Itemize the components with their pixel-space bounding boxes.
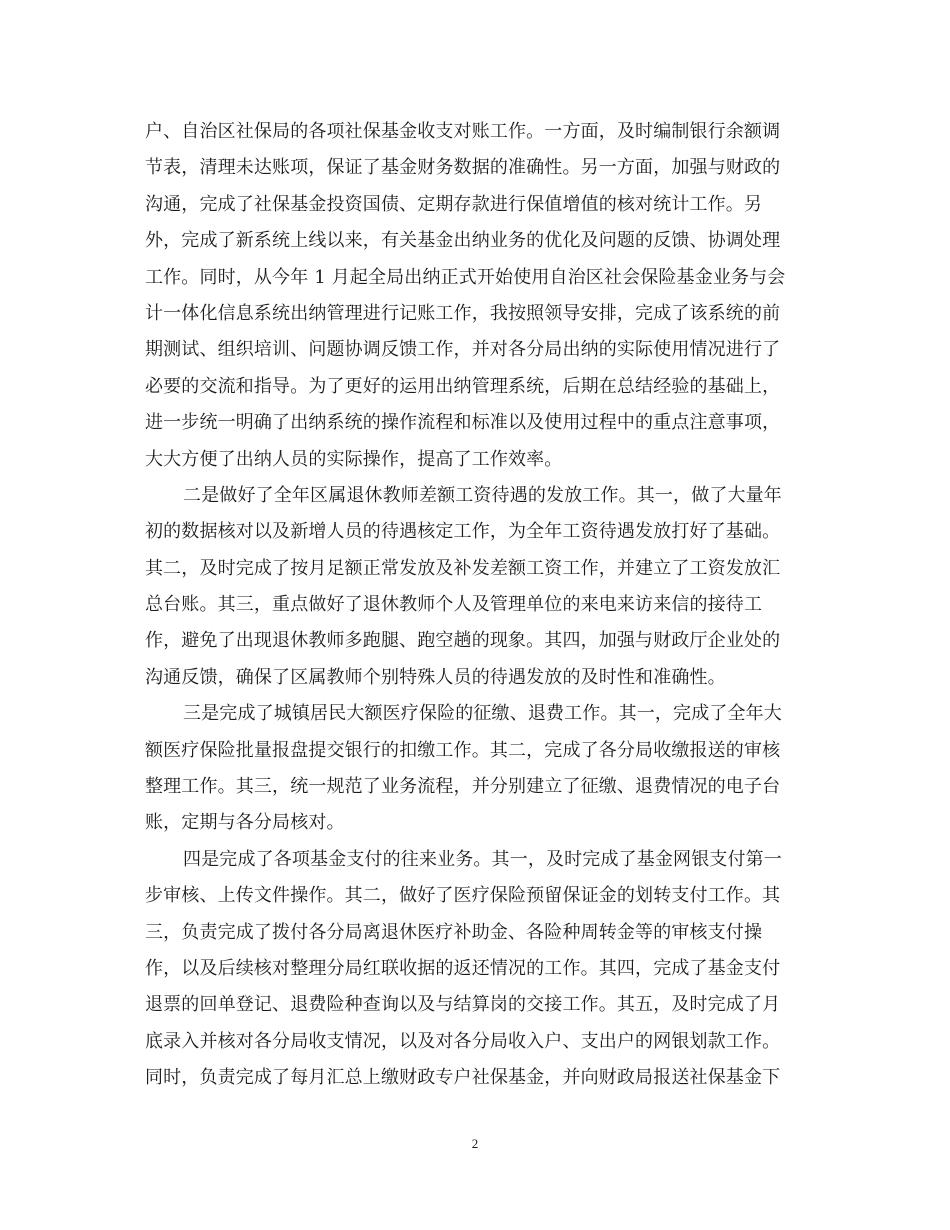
text-line: 必要的交流和指导。为了更好的运用出纳管理系统，后期在总结经验的基础上， (145, 375, 781, 397)
text-line: 三，负责完成了拨付各分局离退休医疗补助金、各险种周转金等的审核支付操 (145, 921, 763, 943)
page-number: 2 (471, 1136, 479, 1151)
text-line: 外，完成了新系统上线以来，有关基金出纳业务的优化及问题的反馈、协调处理 (145, 230, 781, 252)
text-line: 其二，及时完成了按月足额正常发放及补发差额工资工作，并建立了工资发放汇 (145, 557, 781, 579)
text-line: 作，以及后续核对整理分局红联收据的返还情况的工作。其四，完成了基金支付 (145, 957, 781, 979)
paragraph-first-line: 四是完成了各项基金支付的往来业务。其一，及时完成了基金网银支付第一 (183, 848, 782, 870)
text-line: 大大方便了出纳人员的实际操作，提高了工作效率。 (145, 448, 563, 470)
text-line: 沟通，完成了社保基金投资国债、定期存款进行保值增值的核对统计工作。另 (145, 193, 763, 215)
body-text (145, 114, 809, 1097)
text-line: 沟通反馈，确保了区属教师个别特殊人员的待遇发放的及时性和准确性。 (145, 666, 726, 688)
text-line: 作，避免了出现退休教师多跑腿、跑空趟的现象。其四，加强与财政厅企业处的 (145, 630, 781, 652)
text-line: 初的数据核对以及新增人员的待遇核定工作，为全年工资待遇发放打好了基础。 (145, 521, 781, 543)
paragraph-first-line: 三是完成了城镇居民大额医疗保险的征缴、退费工作。其一，完成了全年大 (183, 703, 782, 725)
text-line: 同时，负责完成了每月汇总上缴财政专户社保基金，并向财政局报送社保基金下 (145, 1067, 781, 1089)
text-line: 总台账。其三，重点做好了退休教师个人及管理单位的来电来访来信的接待工 (145, 594, 763, 616)
text-line: 期测试、组织培训、问题协调反馈工作，并对各分局出纳的实际使用情况进行了 (145, 339, 781, 361)
text-line: 额医疗保险批量报盘提交银行的扣缴工作。其二，完成了各分局收缴报送的审核 (145, 739, 781, 761)
text-line: 计一体化信息系统出纳管理进行记账工作，我按照领导安排，完成了该系统的前 (145, 302, 781, 324)
paragraph-first-line: 二是做好了全年区属退休教师差额工资待遇的发放工作。其一，做了大量年 (183, 484, 782, 506)
text-line: 账，定期与各分局核对。 (145, 812, 345, 834)
text-line: 节表，清理未达账项，保证了基金财务数据的准确性。另一方面，加强与财政的 (145, 157, 781, 179)
text-line: 整理工作。其三，统一规范了业务流程，并分别建立了征缴、退费情况的电子台 (145, 776, 781, 798)
text-line: 步审核、上传文件操作。其二，做好了医疗保险预留保证金的划转支付工作。其 (145, 885, 781, 907)
text-line: 底录入并核对各分局收支情况，以及对各分局收入户、支出户的网银划款工作。 (145, 1030, 781, 1052)
text-line: 户、自治区社保局的各项社保基金收支对账工作。一方面，及时编制银行余额调 (145, 121, 781, 142)
text-line: 进一步统一明确了出纳系统的操作流程和标准以及使用过程中的重点注意事项， (145, 412, 781, 434)
text-line: 工作。同时，从今年 1 月起全局出纳正式开始使用自治区社会保险基金业务与会 (145, 266, 786, 288)
text-line: 退票的回单登记、退费险种查询以及与结算岗的交接工作。其五，及时完成了月 (145, 994, 781, 1016)
